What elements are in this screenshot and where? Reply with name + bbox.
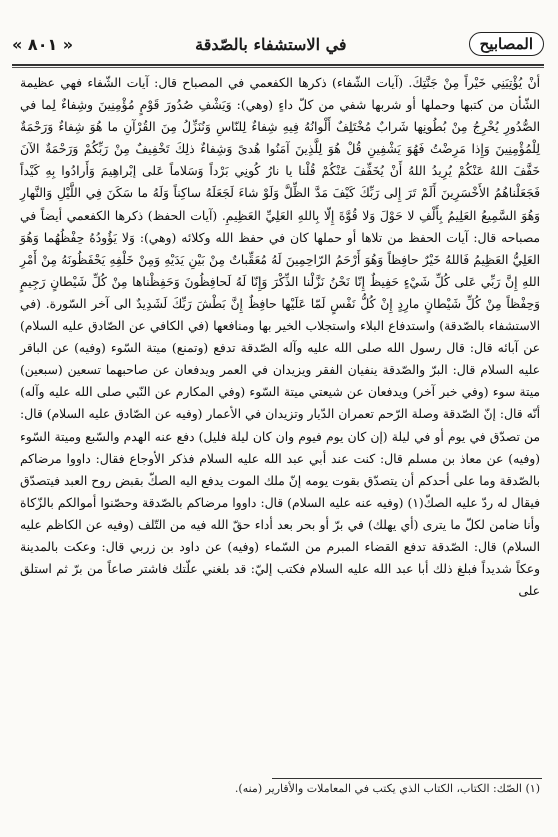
body-text <box>20 72 540 602</box>
book-title: المصابيح <box>469 32 544 56</box>
header-rule <box>12 64 544 66</box>
header-rule-thin <box>12 67 544 68</box>
footnote: (١) الصّك: الكتاب، الكتاب الذي يكتب في المعاملات والأقارير (منه). <box>234 782 540 795</box>
page-header <box>12 28 544 60</box>
section-title: في الاستشفاء بالصّدقة <box>195 34 347 54</box>
footnote-rule <box>272 778 542 779</box>
body-paragraph: أنْ يُؤْتِيَنِي خَيْراً مِنْ جَنَّتِكَ. (آيات الشّفاء) ذكرها الكفعمي في المصباح قال: آيات الشّفاء فهي عظيمة الشّأن من كتبها وحملها أو شربها شفي من كلّ داءٍ (وهي): وَيَشْفِ صُدُورَ قَوْمٍ مُؤْمِنِينَ وشِفاءٌ لِما في الصُّدُورِ يُخْرِجُ مِنْ بُطُونِها شَرابٌ مُخْتَلِفٌ أَلْوانُهُ فِيهِ شِفاءٌ لِلنّاسِ وَنُنَزِّلُ مِنَ القُرْآنِ ما هُوَ شِفاءٌ وَرَحْمَةٌ لِلْمُؤْمِنِينَ وَإِذا مَرِضْتُ فَهُوَ يَشْفِينِ قُلْ هُوَ لِلَّذِينَ آمَنُوا هُدىً وَشِفاءٌ ذلِكَ تَخْفِيفٌ مِنْ رَبِّكُمْ وَرَحْمَةٌ الآنَ خَفَّفَ اللهُ عَنْكُمْ يُرِيدُ اللهُ أَنْ يُخَفِّفَ عَنْكُمْ قُلْنا يا نارُ كُونِي بَرْداً وَسَلاماً عَلى إبْراهِيمَ وَأَرادُوا بِهِ كَيْداً فَجَعَلْناهُمُ الأَخْسَرِينَ أَلَمْ تَرَ إِلى رَبِّكَ كَيْفَ مَدَّ الظِّلَّ وَلَوْ شاءَ لَجَعَلَهُ ساكِناً وَلَهُ ما سَكَنَ فِي اللَّيْلِ وَالنَّهارِ وَهُوَ السَّمِيعُ العَلِيمُ بِأَلْفِ لا حَوْلَ وَلا قُوَّةَ إِلّا بِاللهِ العَلِيِّ العَظِيمِ. (آيات الحفظ) ذكرها الكفعمي أيضاً في مصباحه قال: آيات الحفظ من تلاها أو حملها كان في حفظ الله وكلائه (وهي): وَلا يَؤُودُهُ حِفْظُهُما وَهُوَ العَلِيُّ العَظِيمُ فَاللهُ خَيْرٌ حافِظاً وَهُوَ أَرْحَمُ الرّاحِمِينَ لَهُ مُعَقِّباتٌ مِنْ بَيْنِ يَدَيْهِ وَمِنْ خَلْفِهِ يَحْفَظُونَهُ مِنْ أَمْرِ اللهِ إِنَّ رَبِّي عَلى كُلِّ شَيْءٍ حَفِيظٌ إِنّا نَحْنُ نَزَّلْنا الذِّكْرَ وَإِنّا لَهُ لَحافِظُونَ وَحَفِظْناها مِنْ كُلِّ شَيْطانٍ رَجِيمٍ وَحِفْظاً مِنْ كُلِّ شَيْطانٍ مارِدٍ إِنْ كُلُّ نَفْسٍ لَمّا عَلَيْها حافِظٌ إِنَّ بَطْشَ رَبِّكَ لَشَدِيدٌ الى آخر السّورة. (في الاستشفاء بالصّدقة) واستدفاع البلاء واستجلاب الخير بها ومنافعها (في الكافي عن الصّادق عليه السلام) عن آبائه قال: قال رسول الله صلى الله عليه وآله الصّدقة تدفع (وتمنع) ميتة السّوء (وفيه) عن الباقر عليه السلام قال: البرّ والصّدقة ينفيان الفقر ويزيدان في العمر ويدفعان عن صاحبهما تسعين (سبعين) ميتة سوء (وفي خبر آخر) ويدفعان عن شيعتي ميتة السّوء (وفي المكارم عن النّبي صلى الله عليه وآله) أنّه قال: إنّ الصّدقة وصلة الرّحم تعمران الدّيار وتزيدان في الأعمار (وفيه عن الصّادق عليه السلام) قال: من تصدّق في يوم أو في ليلة (إن كان يوم فيوم وان كان ليلة فليل) دفع عنه الهدم والسّبع وميتة السّوء (وفيه) عن معاذ بن مسلم قال: كنت عند أبي عبد الله عليه السلام فذكر الأوجاع فقال: داووا مرضاكم بالصّدقة وما على أحدكم أن يتصدّق بقوت يومه إنّ ملك الموت يدفع اليه الصكّ بقبض روح العبد فيتصدّق فيقال له ردّ عليه الصكّ(١) (وفيه عنه عليه السلام) قال: داووا مرضاكم بالصّدقة وحصّنوا أموالكم بالزّكاة وأنا ضامن لكلّ ما يترى (أي يهلك) في برّ أو بحر بعد أداء حقّ الله فيه من التّلف (وفيه عن الكاظم عليه السلام) قال: الصّدقة تدفع القضاء المبرم من السّماء (وفيه) عن داود بن زربي قال: وعكت بالمدينة وعكاً شديداً فبلغ ذلك أبا عبد الله عليه السلام فكتب إليّ: قد بلغني علّتك فاشتر صاعاً من برّ ثم استلق على <box>20 76 540 599</box>
page-number: « ٨٠١ » <box>12 34 74 54</box>
